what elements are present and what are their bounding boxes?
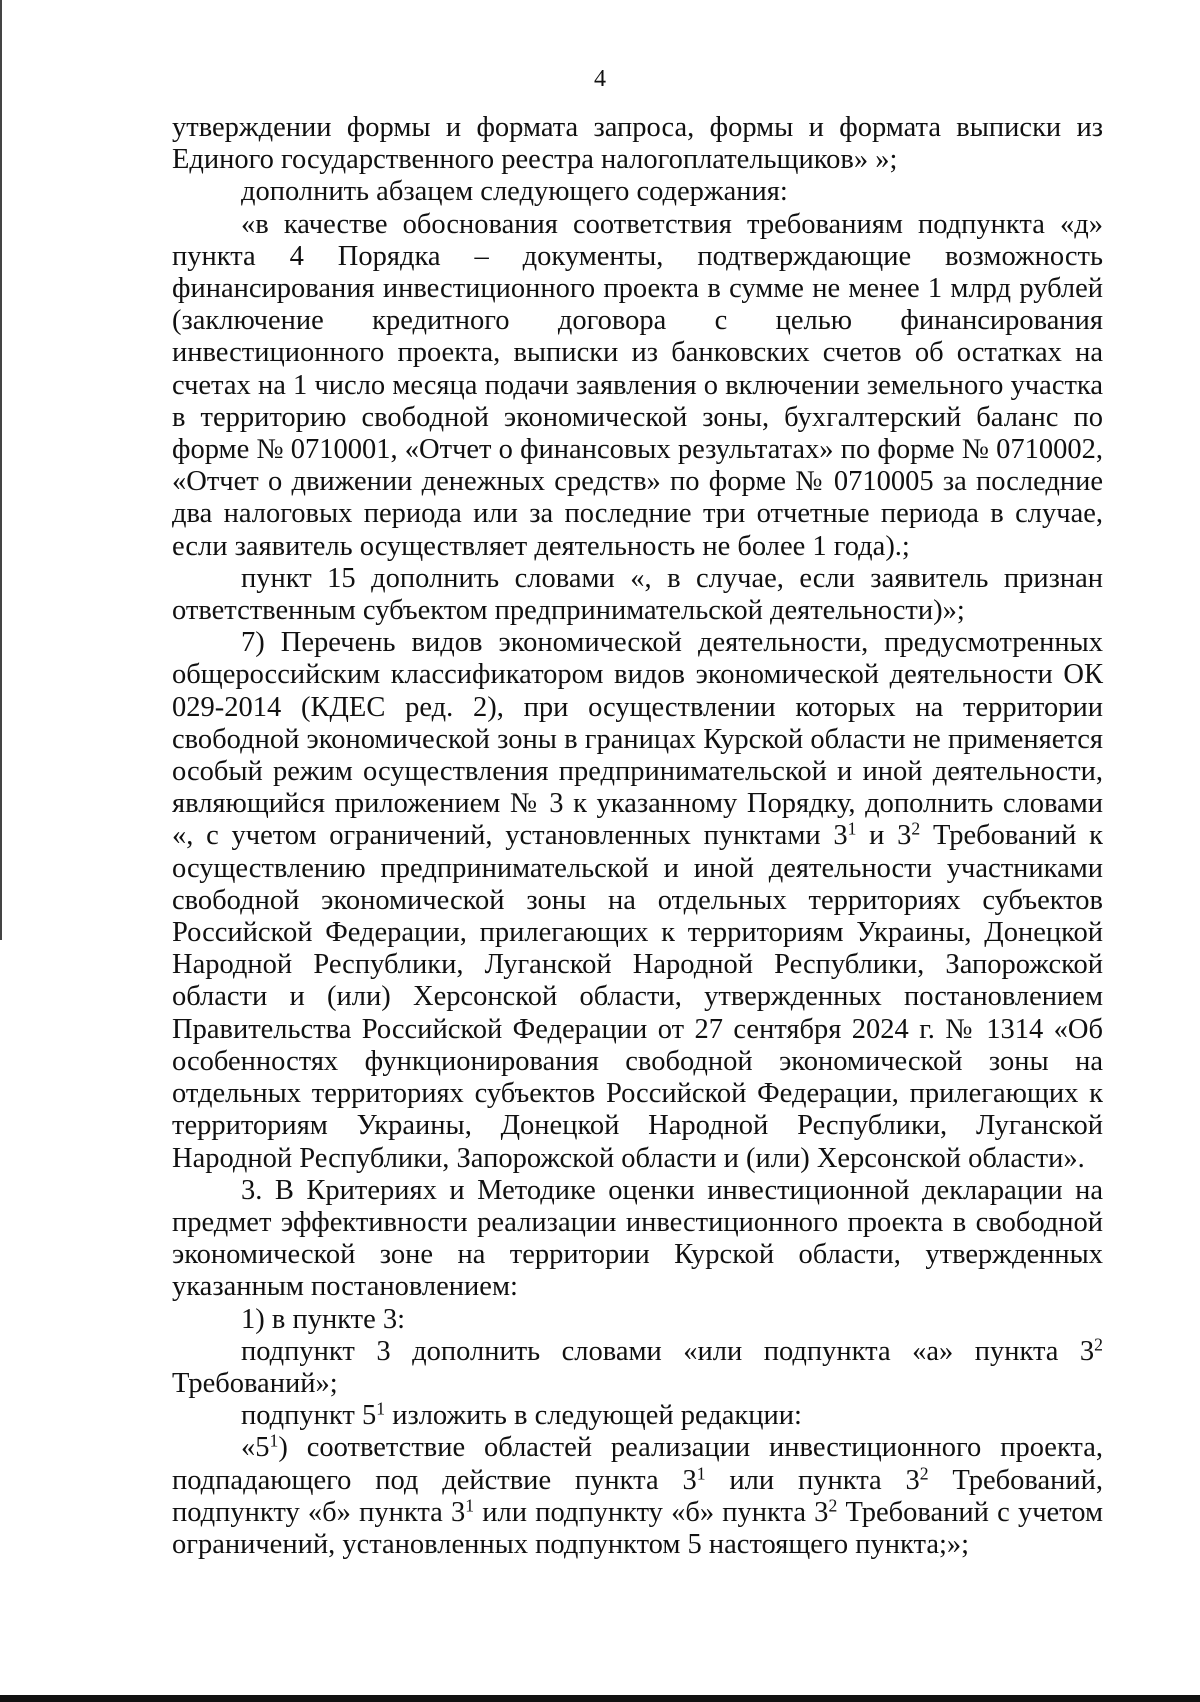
superscript: 2 xyxy=(911,818,921,839)
paragraph: пункт 15 дополнить словами «, в случае, если заявитель признан ответственным субъектом предпринимательской деятельности)»; xyxy=(172,562,1103,627)
paragraph: подпункт $5^1$ изложить в следующей редакции: xyxy=(241,1398,802,1432)
page-number: 4 xyxy=(594,66,606,92)
paragraph: «в качестве обоснования соответствия требованиям подпункта «д» пункта 4 Порядка – документы, подтверждающие возможность финансирования инвестиционного проекта в сумме не менее 1 млрд рублей (заключение кредитного договора с целью финансирования инвестиционного проекта, выписки из банковских счетов об остатках на счетах на 1 число месяца подачи заявления о включении земельного участка в территорию свободной экономической зоны, бухгалтерский баланс по форме № 0710001, «Отчет о финансовых результатах» по форме № 0710002, «Отчет о движении денежных средств» по форме № 0710005 за последние два налоговых периода или за последние три отчетные периода в случае, если заявитель осуществляет деятельность не более 1 года).; xyxy=(172,208,1103,562)
superscript: 2 xyxy=(919,1462,929,1483)
paragraph: 3. В Критериях и Методике оценки инвестиционной декларации на предмет эффективности реализации инвестиционного проекта в свободной экономической зоне на территории Курской области, утвержденных указанным постановлением: xyxy=(172,1174,1103,1303)
superscript: 2 xyxy=(1094,1334,1103,1355)
paragraph: подпункт 3 дополнить словами «или подпункта «а» пункта $3^2$ Требований»; xyxy=(172,1334,1103,1399)
paragraph: утверждении формы и формата запроса, формы и формата выписки из Единого государственного реестра налогоплательщиков» »; xyxy=(172,112,1103,176)
superscript: 1 xyxy=(465,1495,475,1516)
scan-edge-bottom xyxy=(0,1695,1200,1702)
paragraph: дополнить абзацем следующего содержания: xyxy=(241,176,788,208)
paragraph: «$5^1$) соответствие областей реализации инвестиционного проекта, подпадающего под действие пункта $3^1$ или пункта $3^2$ Требований, подпункту «б» пункта $3^1$ или подпункту «б» пункта $3^2$ Требований с учетом ограничений, установленных подпунктом 5 настоящего пункта;»; xyxy=(172,1430,1104,1560)
paragraph: 7) Перечень видов экономической деятельности, предусмотренных общероссийским классификатором видов экономической деятельности ОК 029-2014 (КДЕС ред. 2), при осуществлении которых на территории свободной экономической зоны в границах Курской области не применяется особый режим осуществления предпринимательской и иной деятельности, являющийся приложением № 3 к указанному Порядку, дополнить словами «, с учетом ограничений, установленных пунктами $3^1$ и $3^2$ Требований к осуществлению предпринимательской и иной деятельности участниками свободной экономической зоны на отдельных территориях субъектов Российской Федерации, прилегающих к территориям Украины, Донецкой Народной Республики, Луганской Народной Республики, Запорожской области и (или) Херсонской области, утвержденных постановлением Правительства Российской Федерации от 27 сентября 2024 г. № 1314 «Об особенностях функционирования свободной экономической зоны на отдельных территориях субъектов Российской Федерации, прилегающих к территориям Украины, Донецкой Народной Республики, Луганской Народной Республики, Запорожской области и (или) Херсонской области». xyxy=(172,627,1103,1174)
paragraph: 1) в пункте 3: xyxy=(241,1303,406,1335)
scan-edge-left xyxy=(0,0,2,940)
superscript: 2 xyxy=(828,1495,838,1516)
superscript: 1 xyxy=(376,1398,386,1419)
superscript: 1 xyxy=(269,1430,279,1451)
document-body xyxy=(172,112,1103,1561)
superscript: 1 xyxy=(847,818,857,839)
superscript: 1 xyxy=(696,1462,706,1483)
